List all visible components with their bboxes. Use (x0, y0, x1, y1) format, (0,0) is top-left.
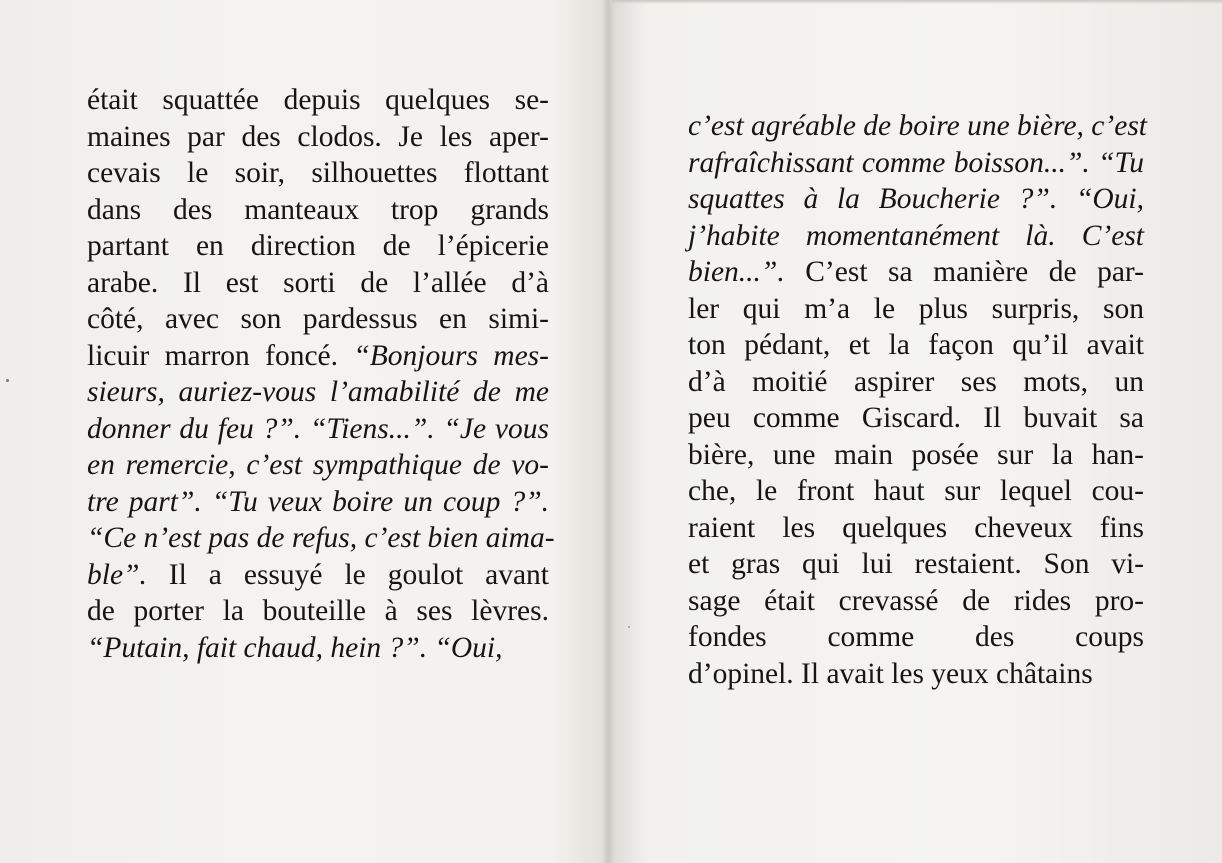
text-run: partant en direction de l’épicerie (87, 230, 549, 262)
right-page-text (688, 108, 1147, 692)
text-run: était squattée depuis quelques se- (87, 84, 549, 116)
text-line (688, 218, 1144, 255)
italic-dialogue: donner du feu ?”. “Tiens...”. “Je vous (87, 412, 549, 445)
text-run: et gras qui lui restaient. Son vi- (688, 548, 1144, 580)
text-line (87, 82, 549, 119)
text-run: licuir marron foncé. (87, 339, 354, 372)
text-line (688, 181, 1144, 218)
italic-dialogue: squattes à la Boucherie ?”. “Oui, (688, 183, 1144, 215)
text-run: ler qui m’a le plus surpris, son (688, 292, 1144, 325)
text-line (688, 546, 1144, 583)
text-run: peu comme Giscard. Il buvait sa (688, 402, 1144, 434)
text-line (87, 155, 549, 192)
right-page (610, 0, 1222, 863)
text-line (688, 510, 1144, 547)
text-run: dans des manteaux trop grands (87, 193, 549, 226)
text-line (87, 119, 549, 156)
text-line (688, 656, 1144, 693)
text-line (87, 301, 549, 338)
italic-dialogue: rafraîchissant comme boisson...”. “Tu (688, 146, 1144, 179)
text-run: d’à moitié aspirer ses mots, un (688, 365, 1144, 398)
text-line (688, 327, 1144, 364)
text-line (87, 447, 549, 484)
text-line (87, 192, 549, 229)
text-line (688, 145, 1144, 182)
text-run: sage était crevassé de rides pro- (688, 584, 1144, 617)
text-line (87, 265, 549, 302)
text-line (688, 473, 1144, 510)
italic-dialogue: “Putain, fait chaud, hein ?”. “Oui, (87, 631, 503, 664)
text-line (87, 228, 549, 265)
text-run: maines par des clodos. Je les aper- (87, 120, 549, 153)
italic-dialogue: “Ce n’est pas de refus, c’est bien aima- (87, 522, 555, 554)
text-line (688, 364, 1144, 401)
italic-dialogue: tre part”. “Tu veux boire un coup ?”. (87, 485, 549, 518)
text-line (688, 619, 1144, 656)
text-line (87, 557, 549, 594)
text-run: ton pédant, et la façon qu’il avait (688, 329, 1144, 361)
italic-dialogue: “Bonjours mes- (353, 339, 549, 372)
text-run: de porter la bouteille à ses lèvres. (87, 595, 549, 627)
text-line (688, 583, 1144, 620)
text-run: che, le front haut sur lequel cou- (688, 475, 1144, 507)
text-line (688, 291, 1144, 328)
text-line (87, 411, 549, 448)
text-run: arabe. Il est sorti de l’allée d’à (87, 266, 549, 299)
text-line (87, 484, 549, 521)
italic-dialogue: bien...”. (688, 256, 785, 288)
text-run: cevais le soir, silhouettes flottant (87, 157, 549, 189)
text-line (87, 520, 555, 557)
text-line (87, 593, 549, 630)
italic-dialogue: sieurs, auriez-vous l’amabilité de me (87, 376, 549, 408)
text-run: côté, avec son pardessus en simi- (87, 303, 549, 335)
text-run: C’est sa manière de par- (784, 256, 1144, 288)
left-page-text (87, 82, 555, 666)
italic-dialogue: j’habite momentanément là. C’est (688, 219, 1144, 252)
text-line (688, 108, 1147, 145)
paper-speck (6, 379, 9, 382)
text-run: d’opinel. Il avait les yeux châtains (688, 657, 1093, 690)
text-line (688, 254, 1144, 291)
text-line (87, 338, 549, 375)
text-line (688, 437, 1144, 474)
text-line (87, 374, 549, 411)
italic-dialogue: ble”. (87, 558, 147, 591)
text-run: fondes comme des coups (688, 621, 1144, 653)
text-run: raient les quelques cheveux fins (688, 511, 1144, 544)
italic-dialogue: en remercie, c’est sympathique de vo- (87, 449, 549, 481)
left-page (0, 0, 605, 863)
paper-speck (628, 626, 630, 628)
text-line (87, 630, 549, 667)
text-line (688, 400, 1144, 437)
italic-dialogue: c’est agréable de boire une bière, c’est (688, 110, 1147, 142)
text-run: Il a essuyé le goulot avant (146, 558, 549, 591)
text-run: bière, une main posée sur la han- (688, 438, 1144, 471)
